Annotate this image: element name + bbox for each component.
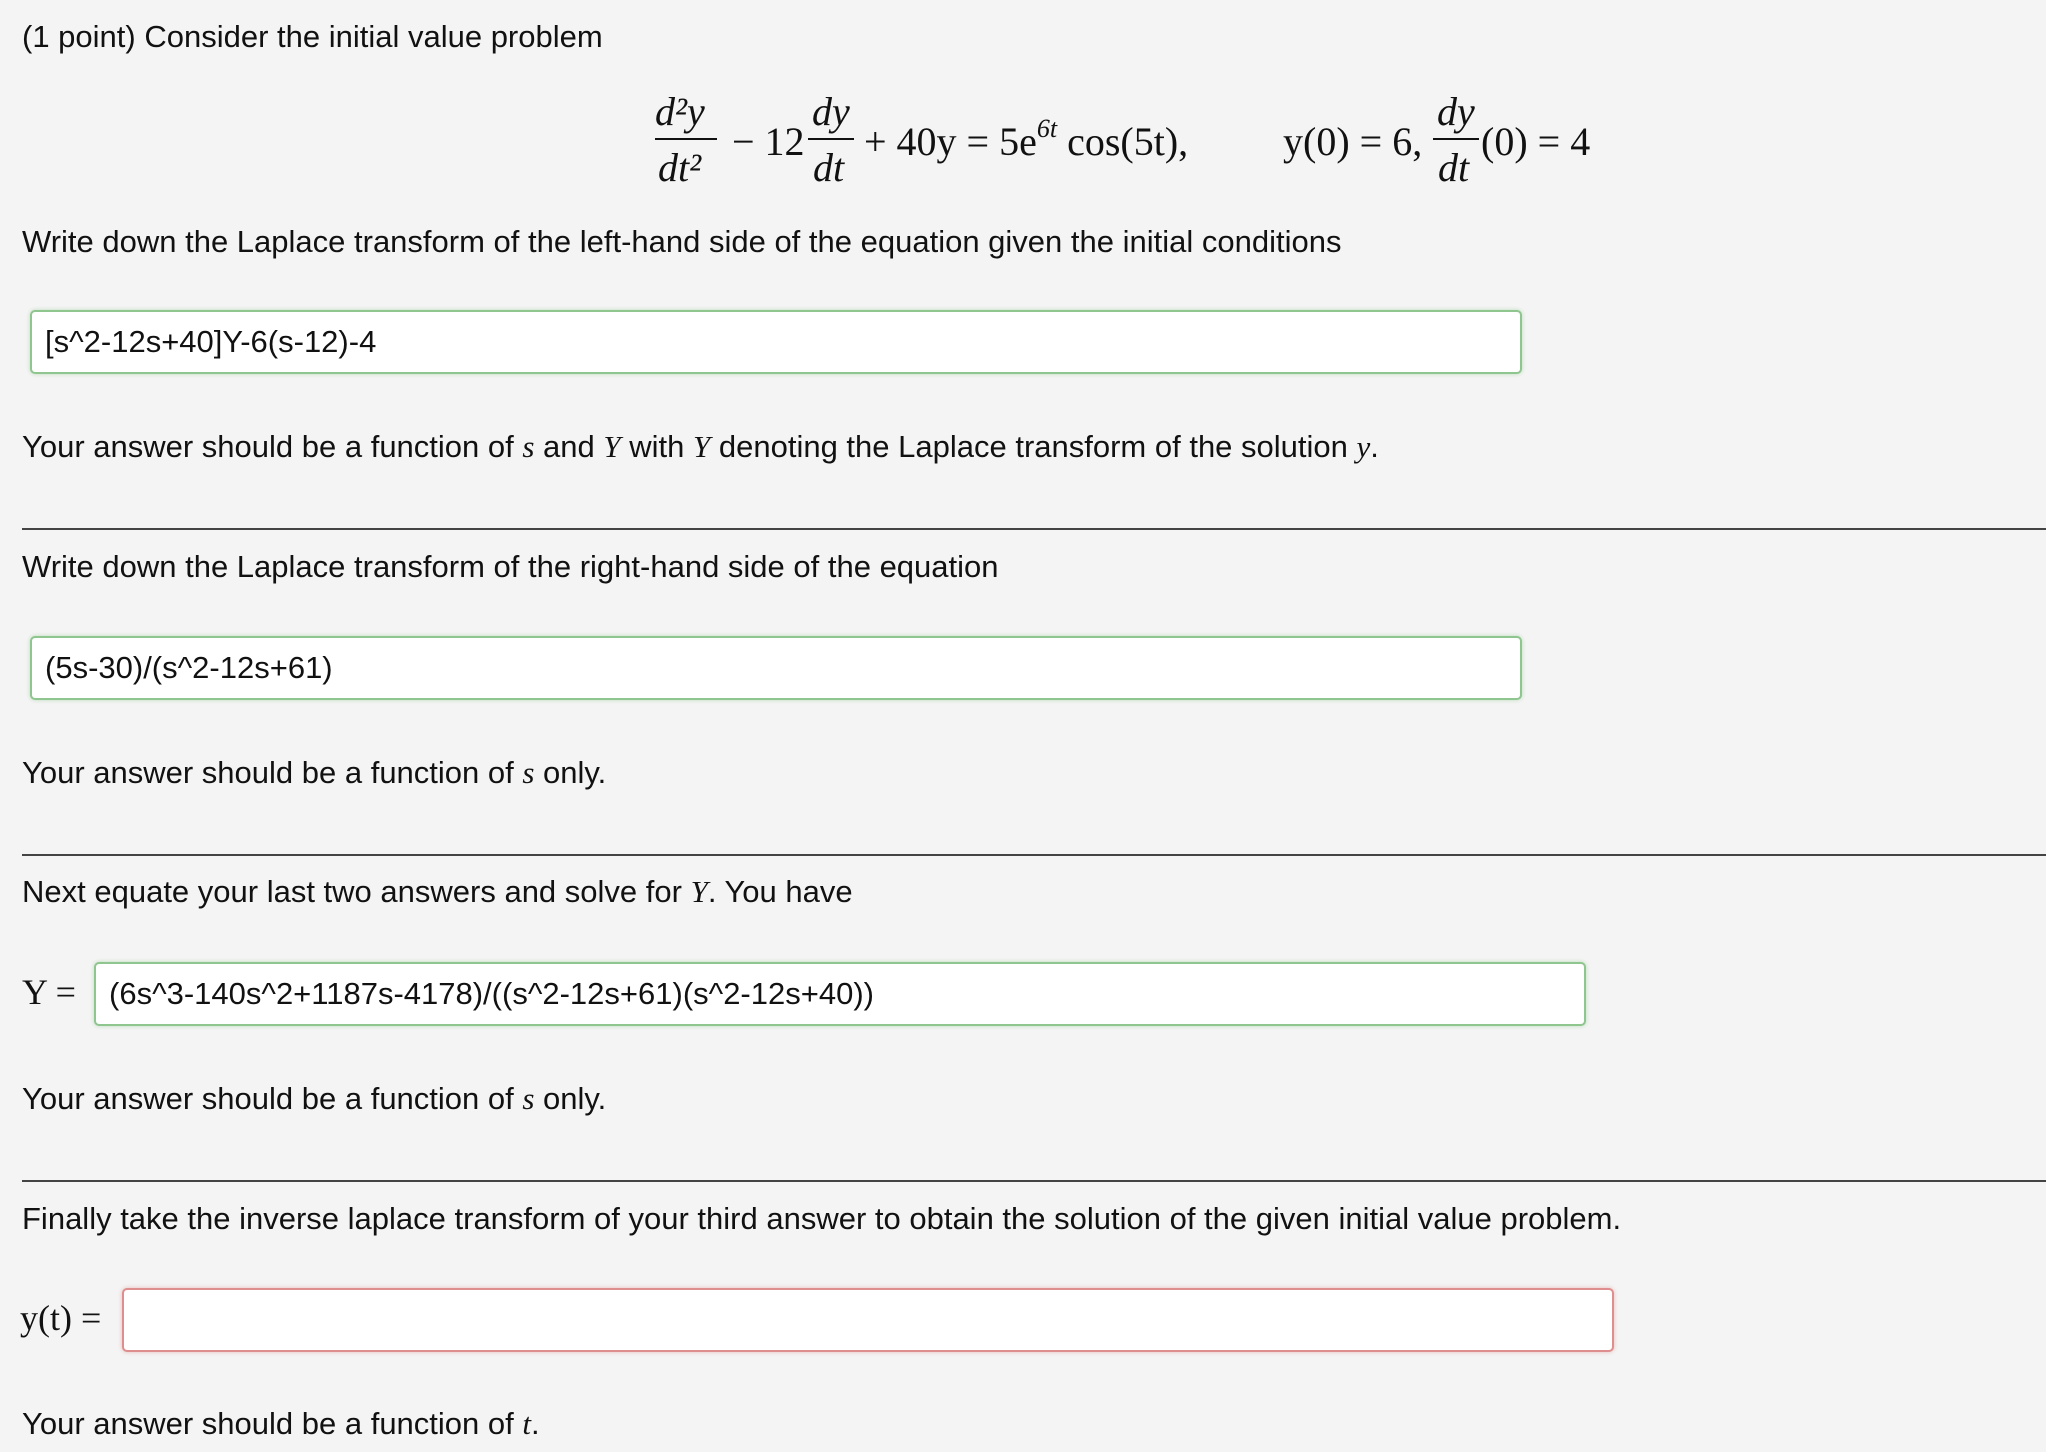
eq-dy: dy (812, 89, 850, 134)
hint-var: y (1356, 429, 1371, 464)
eq-d2y: d²y (655, 89, 705, 134)
hint-var: s (522, 755, 535, 790)
hint-var: s (522, 429, 535, 464)
eq-plus-term: + 40y = 5e (864, 119, 1037, 164)
part1-hint (22, 428, 1379, 466)
hint-text: . (530, 1406, 540, 1441)
hint-text: only. (534, 755, 607, 790)
hint-text: only. (534, 1081, 607, 1116)
eq-cos-term: cos(5t), (1057, 119, 1189, 164)
hint-text: Your answer should be a function of (22, 1406, 523, 1441)
hint-text: denoting the Laplace transform of the solution (710, 429, 1357, 464)
part2-hint (22, 754, 606, 792)
eq-ic-dy: dy (1437, 89, 1475, 134)
hint-text: Your answer should be a function of (22, 1081, 523, 1116)
hint-text: with (620, 429, 693, 464)
part1-prompt: Write down the Laplace transform of the left-hand side of the equation given the initial conditions (22, 224, 1342, 259)
prompt-text: Next equate your last two answers and solve for (22, 874, 691, 909)
divider (22, 1180, 2046, 1182)
eq-minus-12: − 12 (732, 119, 805, 164)
part4-hint (22, 1405, 540, 1443)
divider (22, 528, 2046, 530)
hint-var: Y (603, 429, 621, 464)
part4-prompt: Finally take the inverse laplace transform of your third answer to obtain the solution of the given initial value problem. (22, 1201, 1622, 1236)
part3-hint (22, 1080, 606, 1118)
eq-rhs (864, 114, 1189, 165)
divider (22, 854, 2046, 856)
part4-answer-input[interactable] (122, 1288, 1614, 1352)
eq-ic1: y(0) = 6, (1283, 119, 1423, 164)
eq-dt: dt (813, 145, 845, 190)
prompt-var: Y (690, 874, 708, 909)
eq-exponent: 6t (1036, 114, 1058, 143)
part2-prompt: Write down the Laplace transform of the right-hand side of the equation (22, 549, 999, 584)
eq-dt2: dt² (658, 145, 702, 190)
eq-fraction-bar (808, 138, 854, 140)
hint-text: Your answer should be a function of (22, 429, 523, 464)
part2-answer-input[interactable]: (5s-30)/(s^2-12s+61) (30, 636, 1522, 700)
part1-answer-input[interactable]: [s^2-12s+40]Y-6(s-12)-4 (30, 310, 1522, 374)
hint-var: s (522, 1081, 535, 1116)
part3-answer-input[interactable]: (6s^3-140s^2+1187s-4178)/((s^2-12s+61)(s^2-12s+40)) (94, 962, 1586, 1026)
eq-ic-dt: dt (1438, 145, 1470, 190)
hint-text: Your answer should be a function of (22, 755, 523, 790)
hint-text: and (534, 429, 604, 464)
eq-fraction-bar (655, 138, 717, 140)
hint-var: Y (693, 429, 711, 464)
part4-label: y(t) = (20, 1298, 102, 1338)
hint-text: . (1370, 429, 1379, 464)
prompt-text: . You have (707, 874, 853, 909)
part3-label: Y = (22, 972, 76, 1012)
problem-intro: (1 point) Consider the initial value problem (22, 19, 603, 54)
hint-var: t (522, 1406, 531, 1441)
differential-equation (0, 88, 2046, 198)
part3-prompt (22, 873, 853, 911)
eq-fraction-bar (1433, 138, 1479, 140)
eq-ic2-tail: (0) = 4 (1481, 119, 1591, 164)
